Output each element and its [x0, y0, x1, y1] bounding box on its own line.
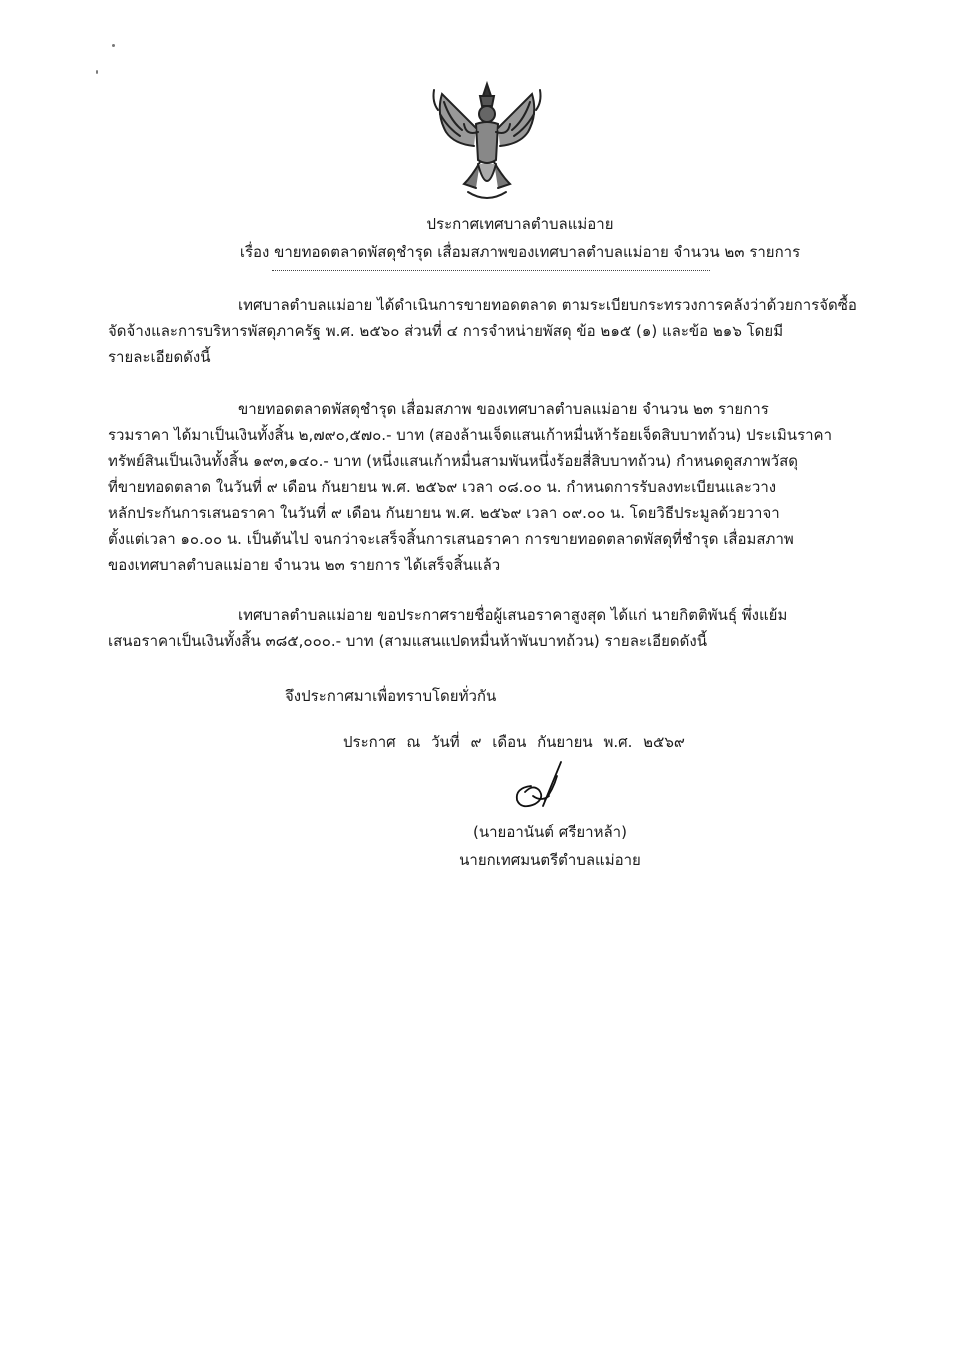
paragraph-1 — [108, 292, 908, 370]
paragraph-2 — [108, 396, 908, 578]
announcement-date: ประกาศ ณ วันที่ ๙ เดือน กันยายน พ.ศ. ๒๕๖๙ — [343, 733, 685, 751]
paragraph-line: ที่ขายทอดตลาด ในวันที่ ๙ เดือน กันยายน พ.ศ. ๒๕๖๙ เวลา ๐๘.๐๐ น. กำหนดการรับลงทะเบียนและวาง — [108, 478, 777, 496]
paragraph-line: จัดจ้างและการบริหารพัสดุภาครัฐ พ.ศ. ๒๕๖๐ ส่วนที่ ๔ การจำหน่ายพัสดุ ข้อ ๒๑๕ (๑) และข้อ ๒๑๖ โดยมี — [108, 322, 784, 340]
paragraph-line: เทศบาลตำบลแม่อาย ได้ดำเนินการขายทอดตลาด ตามระเบียบกระทรวงการคลังว่าด้วยการจัดซื้อ — [238, 296, 857, 314]
paragraph-line: ทรัพย์สินเป็นเงินทั้งสิ้น ๑๙๓,๑๔๐.- บาท (หนึ่งแสนเก้าหมื่นสามพันหนึ่งร้อยสี่สิบบาทถ้วน) กำหนดดูสภาพวัสดุ — [108, 452, 798, 470]
paragraph-line: หลักประกันการเสนอราคา ในวันที่ ๙ เดือน กันยายน พ.ศ. ๒๕๖๙ เวลา ๐๙.๐๐ น. โดยวิธีประมูลด้วยวาจา — [108, 504, 780, 522]
paragraph-line: ตั้งแต่เวลา ๑๐.๐๐ น. เป็นต้นไป จนกว่าจะเสร็จสิ้นการเสนอราคา การขายทอดตลาดพัสดุที่ชำรุด เสื่อมสภาพ — [108, 530, 794, 548]
scan-speck — [112, 44, 115, 47]
signer-position: นายกเทศมนตรีตำบลแม่อาย — [459, 851, 641, 869]
dotted-divider — [272, 270, 710, 271]
paragraph-line: เทศบาลตำบลแม่อาย ขอประกาศรายชื่อผู้เสนอราคาสูงสุด ได้แก่ นายกิตติพันธุ์ พึ่งแย้ม — [238, 606, 788, 624]
announcement-title: ประกาศเทศบาลตำบลแม่อาย — [426, 215, 614, 233]
paragraph-3 — [108, 602, 908, 654]
paragraph-line: เสนอราคาเป็นเงินทั้งสิ้น ๓๘๕,๐๐๐.- บาท (สามแสนแปดหมื่นห้าพันบาทถ้วน) รายละเอียดดังนี้ — [108, 632, 707, 650]
paragraph-line: รายละเอียดดังนี้ — [108, 348, 211, 366]
signer-name: (นายอานันต์ ศรียาหล้า) — [473, 823, 627, 841]
paragraph-line: ขายทอดตลาดพัสดุชำรุด เสื่อมสภาพ ของเทศบาลตำบลแม่อาย จำนวน ๒๓ รายการ — [238, 400, 769, 418]
signature-icon — [505, 756, 579, 814]
garuda-emblem-icon — [428, 80, 546, 206]
paragraph-line: ของเทศบาลตำบลแม่อาย จำนวน ๒๓ รายการ ได้เสร็จสิ้นแล้ว — [108, 556, 501, 574]
announcement-subject: เรื่อง ขายทอดตลาดพัสดุชำรุด เสื่อมสภาพของเทศบาลตำบลแม่อาย จำนวน ๒๓ รายการ — [239, 243, 801, 261]
paragraph-line: รวมราคา ได้มาเป็นเงินทั้งสิ้น ๒,๗๙๐,๕๗๐.- บาท (สองล้านเจ็ดแสนเก้าหมื่นห้าร้อยเจ็ดสิบบาทถ้วน) ประเมินราคา — [108, 426, 832, 444]
scan-speck — [96, 70, 98, 74]
closing-statement: จึงประกาศมาเพื่อทราบโดยทั่วกัน — [285, 687, 497, 705]
